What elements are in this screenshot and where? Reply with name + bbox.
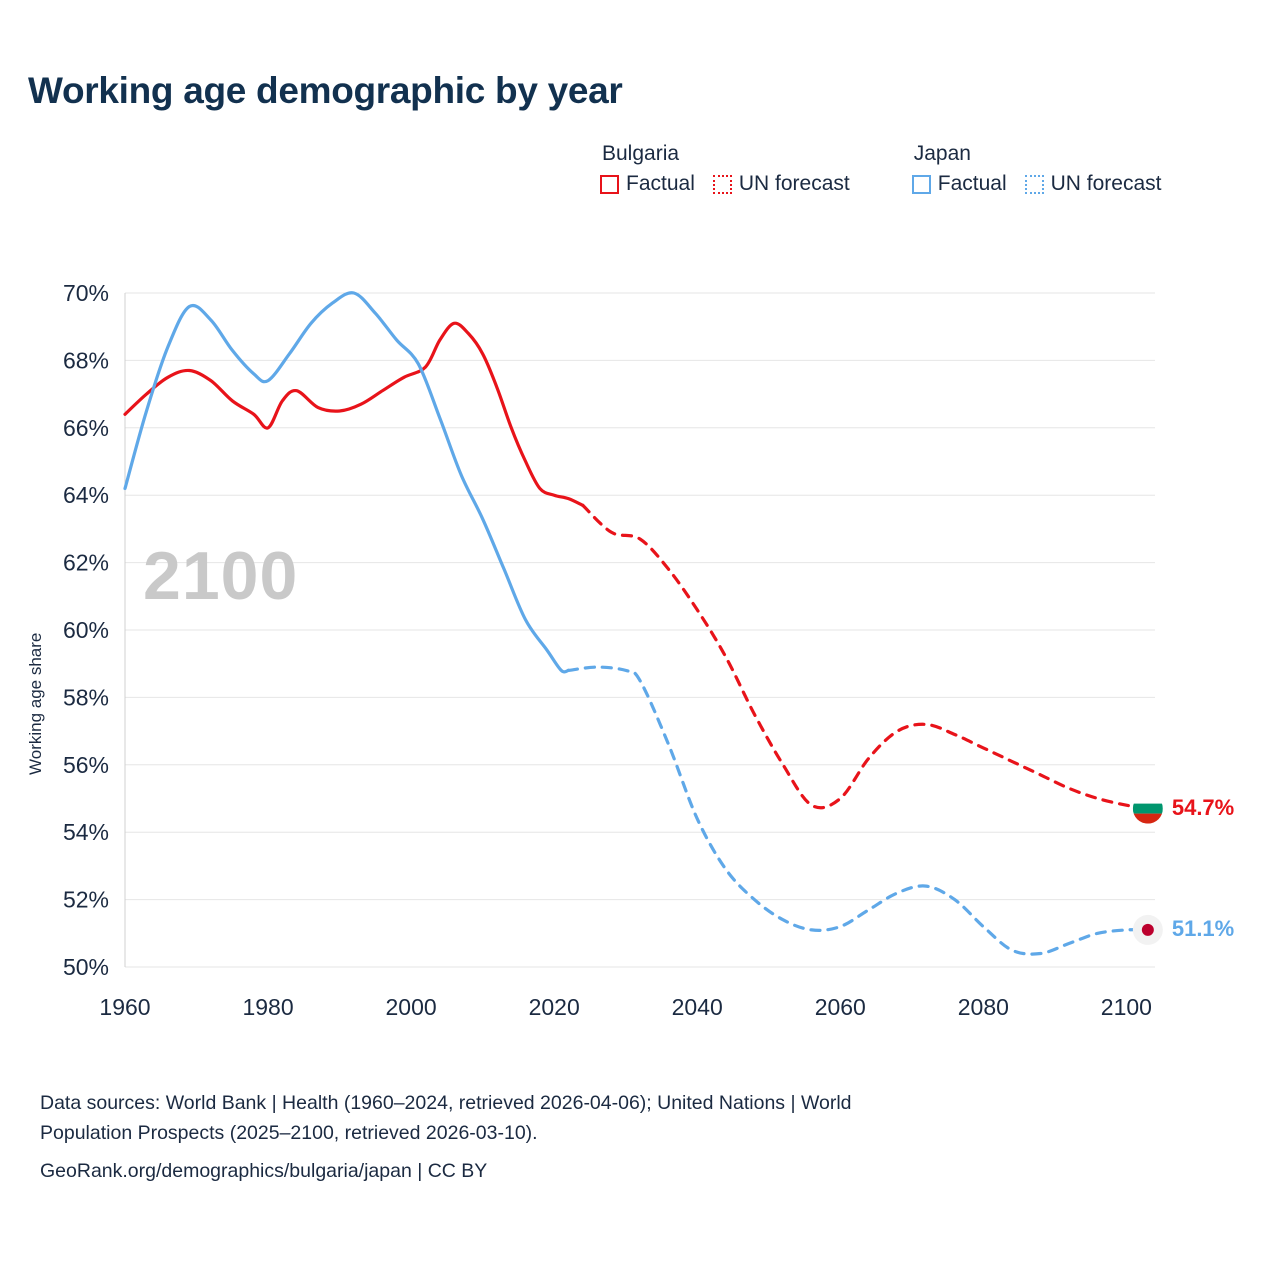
legend-swatch-dotted-icon	[713, 175, 732, 194]
legend-country-label: Japan	[913, 142, 971, 165]
legend-group-bulgaria	[600, 142, 850, 196]
svg-text:58%: 58%	[62, 684, 109, 711]
legend-group-japan	[912, 142, 1162, 196]
y-axis-label: Working age share	[26, 632, 45, 775]
svg-text:2100: 2100	[1100, 994, 1152, 1020]
svg-text:68%: 68%	[62, 347, 109, 374]
source-note	[40, 1088, 1200, 1186]
legend-item-label: Factual	[626, 172, 695, 195]
legend-item-japan-forecast[interactable]	[1025, 172, 1162, 196]
svg-text:1960: 1960	[99, 994, 151, 1020]
svg-text:60%: 60%	[62, 617, 109, 643]
legend-item-bulgaria-forecast[interactable]	[713, 172, 850, 196]
source-line-3: GeoRank.org/demographics/bulgaria/japan | CC BY	[40, 1160, 488, 1182]
svg-text:52%: 52%	[62, 886, 109, 913]
svg-text:56%: 56%	[62, 751, 109, 778]
watermark-year: 2100	[143, 538, 299, 614]
svg-text:2000: 2000	[385, 994, 437, 1020]
legend-item-bulgaria-factual[interactable]	[600, 172, 695, 196]
end-label-japan: 51.1%	[1171, 915, 1235, 941]
source-line-1: Data sources: World Bank | Health (1960–2024, retrieved 2026-04-06); United Nations | World	[40, 1092, 852, 1114]
svg-text:62%: 62%	[62, 549, 109, 576]
source-line-2: Population Prospects (2025–2100, retrieved 2026-03-10).	[40, 1122, 538, 1144]
chart-svg	[0, 265, 1280, 1020]
svg-text:2080: 2080	[957, 994, 1009, 1020]
chart-legend	[600, 142, 1162, 196]
legend-swatch-solid-icon	[600, 175, 619, 194]
plot-area	[0, 265, 1280, 1020]
svg-text:54%: 54%	[62, 819, 109, 846]
svg-text:66%: 66%	[62, 414, 109, 441]
legend-item-japan-factual[interactable]	[912, 172, 1007, 196]
svg-text:1980: 1980	[242, 994, 294, 1020]
svg-text:2020: 2020	[528, 994, 580, 1020]
legend-item-label: Factual	[937, 172, 1007, 195]
page-title: Working age demographic by year	[28, 70, 623, 111]
legend-swatch-solid-icon	[912, 175, 931, 194]
legend-item-label: UN forecast	[1050, 172, 1162, 195]
legend-country-label: Bulgaria	[602, 142, 680, 165]
legend-swatch-dotted-icon	[1025, 175, 1044, 194]
svg-text:70%: 70%	[62, 280, 109, 306]
svg-text:2040: 2040	[671, 994, 723, 1020]
legend-item-label: UN forecast	[738, 172, 850, 195]
end-label-bulgaria: 54.7%	[1171, 794, 1235, 820]
svg-text:64%: 64%	[62, 482, 109, 509]
svg-text:50%: 50%	[62, 954, 109, 980]
svg-text:2060: 2060	[814, 994, 866, 1020]
